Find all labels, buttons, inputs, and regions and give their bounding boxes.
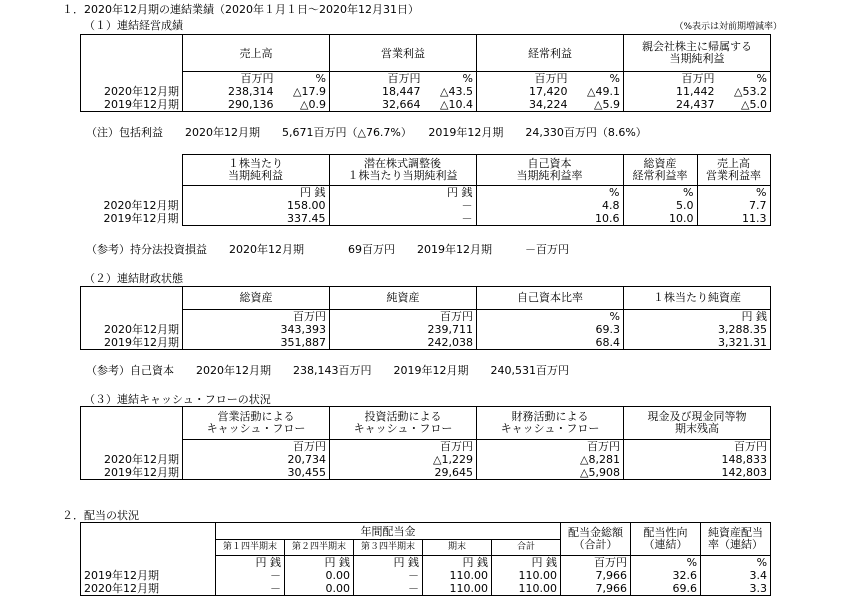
row-label: 2019年12月期 [81, 569, 216, 582]
value-cell: △5,908 [477, 466, 624, 480]
value-cell: 24,437 [624, 98, 718, 112]
value-cell: 239,711 [330, 323, 477, 336]
col-total-assets: 総資産 [183, 287, 330, 310]
unit-cell: 百万円 [477, 72, 571, 86]
col-year-end: 期末 [423, 540, 492, 556]
section-heading-cash-flows: （３）連結キャッシュ・フローの状況 [84, 393, 271, 406]
col-financing-cf: 財務活動による キャッシュ・フロー [477, 407, 624, 440]
value-cell: △10.4 [424, 98, 477, 112]
value-cell: 32.6 [631, 569, 701, 582]
unit-cell: % [701, 556, 771, 570]
value-cell: 69.6 [631, 582, 701, 596]
value-cell: 17,420 [477, 85, 571, 98]
per-share-table [80, 154, 771, 226]
value-cell: － [329, 199, 476, 212]
value-cell: 10.0 [623, 212, 697, 226]
section-heading-operating-results: （１）連結経営成績 [84, 19, 183, 32]
value-cell: △53.2 [718, 85, 771, 98]
unit-cell: 百万円 [330, 309, 477, 323]
value-cell: 7,966 [561, 569, 631, 582]
unit-cell: % [476, 186, 623, 200]
row-label: 2019年12月期 [81, 98, 183, 112]
percent-note: （%表示は対前期増減率） [674, 22, 782, 32]
unit-cell: % [424, 72, 477, 86]
row-label: 2019年12月期 [81, 466, 183, 480]
unit-cell: 百万円 [477, 439, 624, 453]
section-heading-dividends: ２．配当の状況 [62, 509, 139, 522]
col-total-dividends: 配当金総額 （合計） [561, 523, 631, 556]
unit-cell: 百万円 [183, 72, 277, 86]
row-label: 2019年12月期 [103, 212, 179, 226]
value-cell: 20,734 [183, 453, 330, 466]
value-cell: 238,314 [183, 85, 277, 98]
col-ordinary-income: 経常利益 [477, 35, 624, 72]
value-cell: 34,224 [477, 98, 571, 112]
value-cell: 3.3 [701, 582, 771, 596]
value-cell: 7.7 [697, 199, 770, 212]
value-cell: 10.6 [476, 212, 623, 226]
value-cell: － [216, 569, 285, 582]
value-cell: 30,455 [183, 466, 330, 480]
col-diluted-eps: 潜在株式調整後 １株当たり当期純利益 [329, 155, 476, 186]
col-equity-ratio: 自己資本比率 [477, 287, 624, 310]
table-row [81, 453, 771, 466]
table-row [81, 569, 771, 582]
unit-cell: 円 銭 [329, 186, 476, 200]
table-row [81, 98, 771, 112]
value-cell: 11,442 [624, 85, 718, 98]
value-cell: 242,038 [330, 336, 477, 350]
col-total: 合計 [492, 540, 561, 556]
value-cell: △0.9 [277, 98, 330, 112]
col-doe: 純資産配当 率（連結） [701, 523, 771, 556]
table-row [81, 85, 771, 98]
col-roe: 自己資本 当期純利益率 [476, 155, 623, 186]
col-payout-ratio: 配当性向 （連結） [631, 523, 701, 556]
col-operating-income: 営業利益 [330, 35, 477, 72]
unit-cell: 百万円 [183, 439, 330, 453]
col-sales: 売上高 [183, 35, 330, 72]
value-cell: 343,393 [183, 323, 330, 336]
table-row [81, 323, 771, 336]
unit-cell: 円 銭 [354, 556, 423, 570]
value-cell: △8,281 [477, 453, 624, 466]
unit-cell: % [623, 186, 697, 200]
unit-cell: 百万円 [624, 72, 718, 86]
row-label: 2020年12月期 [81, 582, 216, 596]
col-q1: 第１四半期末 [216, 540, 285, 556]
table-row [80, 199, 770, 212]
col-operating-cf: 営業活動による キャッシュ・フロー [183, 407, 330, 440]
col-cash-balance: 現金及び現金同等物 期末残高 [624, 407, 771, 440]
value-cell: 110.00 [492, 569, 561, 582]
unit-cell: % [718, 72, 771, 86]
value-cell: 7,966 [561, 582, 631, 596]
value-cell: 68.4 [477, 336, 624, 350]
value-cell: 3,288.35 [624, 323, 771, 336]
value-cell: 4.8 [476, 199, 623, 212]
value-cell: － [216, 582, 285, 596]
dividend-table [80, 522, 771, 596]
equity-note: （参考）自己資本 2020年12月期 238,143百万円 2019年12月期 240,531百万円 [86, 364, 569, 377]
table-row [80, 212, 770, 226]
unit-cell: 百万円 [330, 72, 424, 86]
value-cell: 110.00 [492, 582, 561, 596]
row-label: 2020年12月期 [103, 199, 179, 212]
unit-cell: 百万円 [561, 556, 631, 570]
value-cell: － [354, 582, 423, 596]
unit-cell: 円 銭 [492, 556, 561, 570]
col-net-assets: 純資産 [330, 287, 477, 310]
unit-cell: % [571, 72, 624, 86]
col-eps: １株当たり 当期純利益 [182, 155, 329, 186]
value-cell: 5.0 [623, 199, 697, 212]
unit-cell: % [477, 309, 624, 323]
value-cell: 142,803 [624, 466, 771, 480]
equity-method-note: （参考）持分法投資損益 2020年12月期 69百万円 2019年12月期 －百万円 [86, 243, 569, 256]
col-roa: 総資産 経常利益率 [623, 155, 697, 186]
value-cell: △43.5 [424, 85, 477, 98]
unit-cell: 百万円 [330, 439, 477, 453]
value-cell: 69.3 [477, 323, 624, 336]
row-label: 2019年12月期 [81, 336, 183, 350]
row-label: 2020年12月期 [81, 85, 183, 98]
table-row [81, 582, 771, 596]
annual-dividend-header: 年間配当金 [216, 523, 561, 540]
value-cell: 0.00 [285, 582, 354, 596]
unit-cell: 円 銭 [182, 186, 329, 200]
value-cell: 110.00 [423, 569, 492, 582]
row-label: 2020年12月期 [81, 453, 183, 466]
value-cell: 351,887 [183, 336, 330, 350]
col-q2: 第２四半期末 [285, 540, 354, 556]
unit-cell: % [631, 556, 701, 570]
unit-cell: 百万円 [624, 439, 771, 453]
operating-results-table [80, 34, 771, 112]
value-cell: △49.1 [571, 85, 624, 98]
value-cell: 110.00 [423, 582, 492, 596]
col-net-income: 親会社株主に帰属する 当期純利益 [624, 35, 771, 72]
value-cell: 18,447 [330, 85, 424, 98]
value-cell: △1,229 [330, 453, 477, 466]
value-cell: △17.9 [277, 85, 330, 98]
table-row [81, 336, 771, 350]
section-heading-financial-position: （２）連結財政状態 [84, 272, 183, 285]
cash-flow-table [80, 406, 771, 480]
comprehensive-income-note: （注）包括利益 2020年12月期 5,671百万円（△76.7%） 2019年12月期 24,330百万円（8.6%） [86, 126, 647, 139]
unit-cell: 百万円 [183, 309, 330, 323]
unit-cell: % [697, 186, 770, 200]
page-title: １．2020年12月期の連結業績（2020年１月１日～2020年12月31日） [62, 3, 419, 16]
value-cell: △5.0 [718, 98, 771, 112]
col-bps: １株当たり純資産 [624, 287, 771, 310]
value-cell: △5.9 [571, 98, 624, 112]
value-cell: 148,833 [624, 453, 771, 466]
col-investing-cf: 投資活動による キャッシュ・フロー [330, 407, 477, 440]
value-cell: 0.00 [285, 569, 354, 582]
value-cell: 29,645 [330, 466, 477, 480]
financial-position-table [80, 286, 771, 350]
value-cell: 32,664 [330, 98, 424, 112]
value-cell: 337.45 [182, 212, 329, 226]
col-operating-margin: 売上高 営業利益率 [697, 155, 770, 186]
col-q3: 第３四半期末 [354, 540, 423, 556]
unit-cell: 円 銭 [216, 556, 285, 570]
value-cell: 158.00 [182, 199, 329, 212]
value-cell: 290,136 [183, 98, 277, 112]
unit-cell: 円 銭 [285, 556, 354, 570]
row-label: 2020年12月期 [81, 323, 183, 336]
value-cell: 11.3 [697, 212, 770, 226]
unit-cell: 円 銭 [624, 309, 771, 323]
value-cell: 3.4 [701, 569, 771, 582]
unit-cell: % [277, 72, 330, 86]
value-cell: 3,321.31 [624, 336, 771, 350]
value-cell: － [354, 569, 423, 582]
unit-cell: 円 銭 [423, 556, 492, 570]
table-row [81, 466, 771, 480]
value-cell: － [329, 212, 476, 226]
